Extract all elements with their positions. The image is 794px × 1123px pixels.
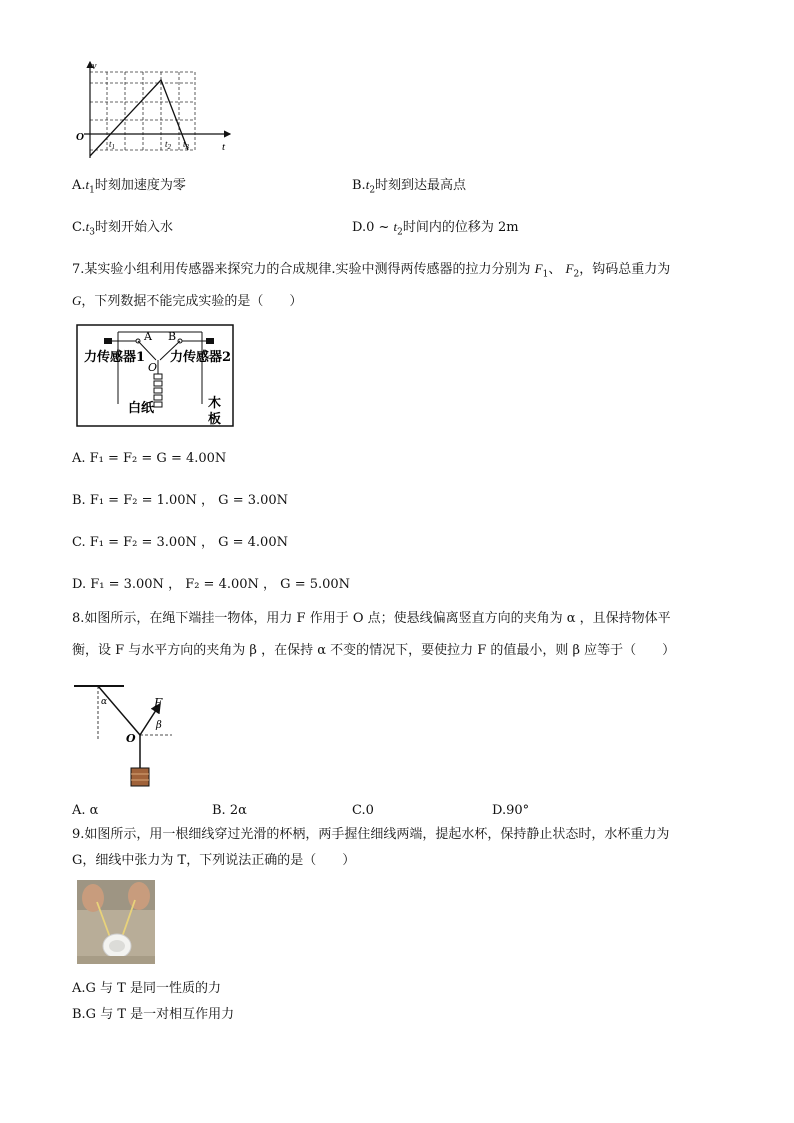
point-o-label: O xyxy=(148,361,158,374)
t2-label: $t_2$ xyxy=(165,139,172,151)
q8-option-b: B. 2α xyxy=(212,803,247,818)
q8-stem-line2: 衡，设 F 与水平方向的夹角为 β ，在保持 α 不变的情况下，要使拉力 F 的值最小，则 β 应等于（ ） xyxy=(72,643,676,658)
alpha-label: α xyxy=(101,697,108,707)
q9-option-b: B.G 与 T 是一对相互作用力 xyxy=(72,1007,235,1022)
sensor2-label: 力传感器2 xyxy=(170,350,232,365)
q7-option-c: C. F₁ = F₂ = 3.00N ， G = 4.00N xyxy=(72,535,288,550)
board-label-1: 木 xyxy=(208,396,222,411)
q8-option-c: C.0 xyxy=(352,803,374,818)
paper-label: 白纸 xyxy=(128,401,155,416)
q7-option-d: D. F₁ = 3.00N ， F₂ = 4.00N ， G = 5.00N xyxy=(72,577,351,592)
q9-option-a: A.G 与 T 是同一性质的力 xyxy=(72,981,221,996)
force-sensor-diagram xyxy=(76,324,236,428)
beta-label: β xyxy=(156,720,162,731)
t-label: t xyxy=(222,141,226,153)
velocity-line xyxy=(90,80,188,156)
point-o-label: O xyxy=(126,732,136,745)
t3-label: $t_3$ xyxy=(183,139,190,151)
hanging-block xyxy=(131,768,149,786)
q8-option-d: D.90° xyxy=(492,803,530,818)
point-b-label: B xyxy=(168,330,177,343)
sensor1-label: 力传感器1 xyxy=(84,350,146,365)
t1-label: $t_1$ xyxy=(109,139,116,151)
force-f-label: F xyxy=(154,696,163,710)
cup-photo xyxy=(77,880,155,964)
velocity-time-graph xyxy=(70,58,245,163)
q9-stem-line1: 9.如图所示，用一根细线穿过光滑的杯柄，两手握住细线两端，提起水杯，保持静止状态时，水杯重力为 xyxy=(72,827,670,842)
q7-stem-line2: G，下列数据不能完成实验的是（ ） xyxy=(72,293,303,309)
q6-option-a: $A.t_1$时刻加速度为零 xyxy=(72,177,186,196)
q7-option-b: B. F₁ = F₂ = 1.00N ， G = 3.00N xyxy=(72,493,289,508)
origin-label: O xyxy=(76,131,84,143)
q6-option-b: $B.t_2$时刻到达最高点 xyxy=(352,177,467,196)
board-label-2: 板 xyxy=(208,412,222,427)
q9-stem-line2: G，细线中张力为 T，下列说法正确的是（ ） xyxy=(72,853,356,868)
rope-force-diagram xyxy=(70,680,190,792)
q7-option-a: A. F₁ = F₂ = G = 4.00N xyxy=(72,451,227,466)
v-label: v xyxy=(92,61,97,72)
q6-option-d: D.0 ~ $t_2$时间内的位移为 2m xyxy=(352,219,519,238)
q6-option-c: $C.t_3$时刻开始入水 xyxy=(72,219,173,238)
point-a-label: A xyxy=(144,330,152,343)
q8-option-a: A. α xyxy=(72,803,99,818)
q8-stem-line1: 8.如图所示，在绳下端挂一物体，用力 F 作用于 O 点；使悬线偏离竖直方向的夹角为 α ，且保持物体平 xyxy=(72,611,671,626)
q7-stem-line1: 7.某实验小组利用传感器来探究力的合成规律.实验中测得两传感器的拉力分别为 $F_1$、 $F_2$，钩码总重力为 xyxy=(72,261,671,280)
